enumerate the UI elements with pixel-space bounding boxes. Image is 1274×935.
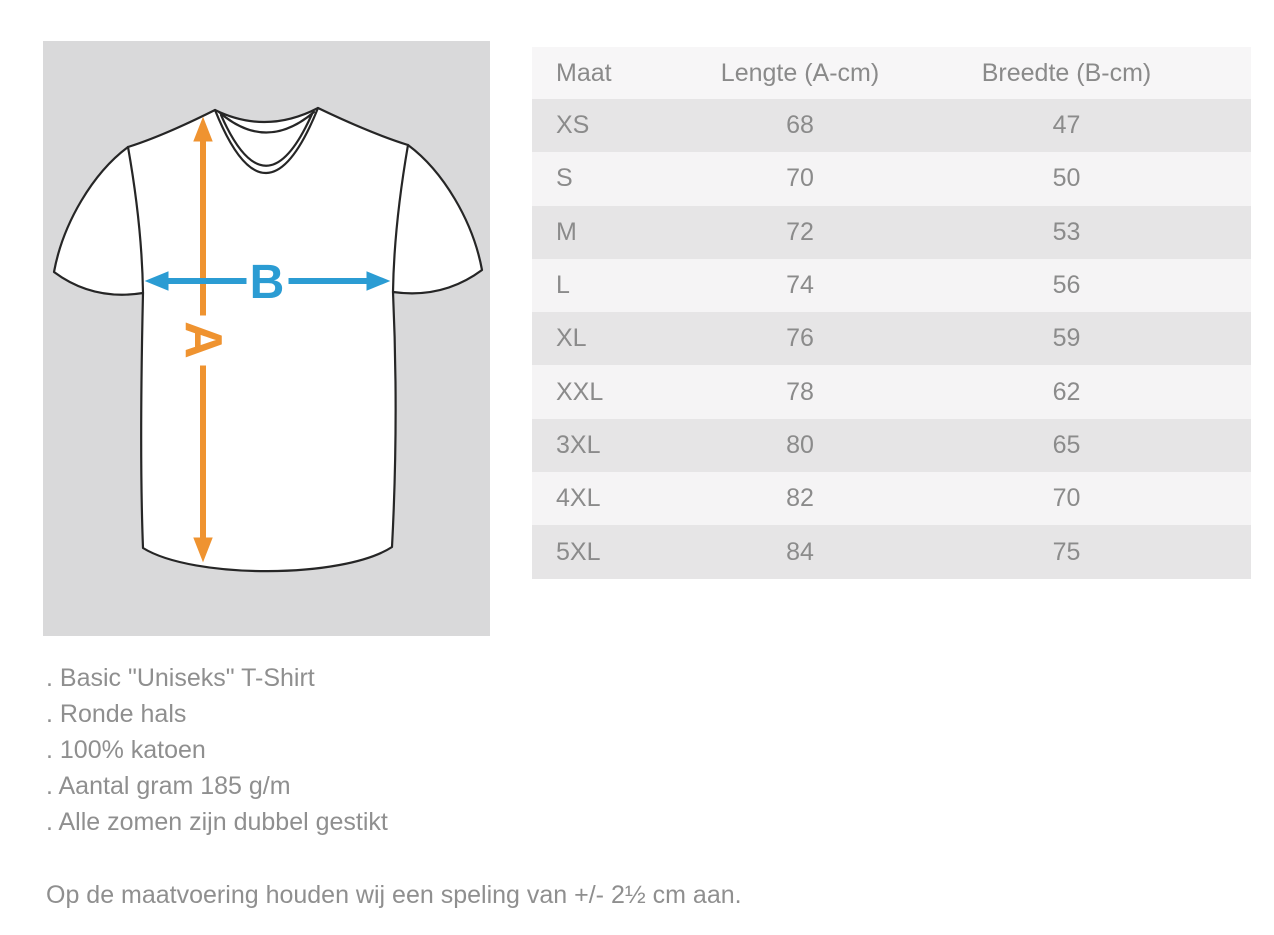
table-row	[532, 99, 1251, 152]
tolerance-note: Op de maatvoering houden wij een speling van +/- 2½ cm aan.	[46, 881, 742, 909]
length-cell: 70	[679, 152, 921, 205]
header-row	[532, 47, 1251, 99]
tshirt-graphic	[43, 41, 490, 636]
size-chart-table	[532, 47, 1251, 579]
width-cell: 65	[921, 419, 1251, 472]
table-row	[532, 206, 1251, 259]
length-cell: 80	[679, 419, 921, 472]
length-cell: 72	[679, 206, 921, 259]
size-cell: S	[532, 152, 679, 205]
table-row	[532, 152, 1251, 205]
size-cell: M	[532, 206, 679, 259]
width-cell: 70	[921, 472, 1251, 525]
detail-item: . Ronde hals	[46, 700, 187, 728]
detail-item: . 100% katoen	[46, 736, 206, 764]
length-cell: 78	[679, 365, 921, 418]
table-row	[532, 259, 1251, 312]
table-row	[532, 365, 1251, 418]
length-cell: 76	[679, 312, 921, 365]
column-header: Lengte (A-cm)	[679, 47, 921, 99]
width-cell: 47	[921, 99, 1251, 152]
table-row	[532, 419, 1251, 472]
detail-item: . Aantal gram 185 g/m	[46, 772, 291, 800]
table-row	[532, 312, 1251, 365]
length-cell: 82	[679, 472, 921, 525]
width-cell: 53	[921, 206, 1251, 259]
width-cell: 56	[921, 259, 1251, 312]
length-cell: 68	[679, 99, 921, 152]
width-cell: 50	[921, 152, 1251, 205]
label-a: A	[174, 321, 232, 359]
label-b: B	[249, 256, 285, 309]
size-cell: 3XL	[532, 419, 679, 472]
detail-item: . Basic "Uniseks" T-Shirt	[46, 664, 315, 692]
table-row	[532, 525, 1251, 578]
size-table-body	[532, 99, 1251, 579]
width-cell: 59	[921, 312, 1251, 365]
detail-item: . Alle zomen zijn dubbel gestikt	[46, 808, 388, 836]
size-cell: 4XL	[532, 472, 679, 525]
column-header: Maat	[532, 47, 679, 99]
width-cell: 62	[921, 365, 1251, 418]
length-cell: 74	[679, 259, 921, 312]
product-details-list	[46, 660, 388, 840]
tshirt-outline	[54, 108, 482, 571]
column-header: Breedte (B-cm)	[921, 47, 1251, 99]
size-cell: 5XL	[532, 525, 679, 578]
length-cell: 84	[679, 525, 921, 578]
table-row	[532, 472, 1251, 525]
size-cell: XL	[532, 312, 679, 365]
tshirt-measurement-diagram	[43, 41, 490, 636]
width-cell: 75	[921, 525, 1251, 578]
size-cell: L	[532, 259, 679, 312]
size-cell: XXL	[532, 365, 679, 418]
size-cell: XS	[532, 99, 679, 152]
